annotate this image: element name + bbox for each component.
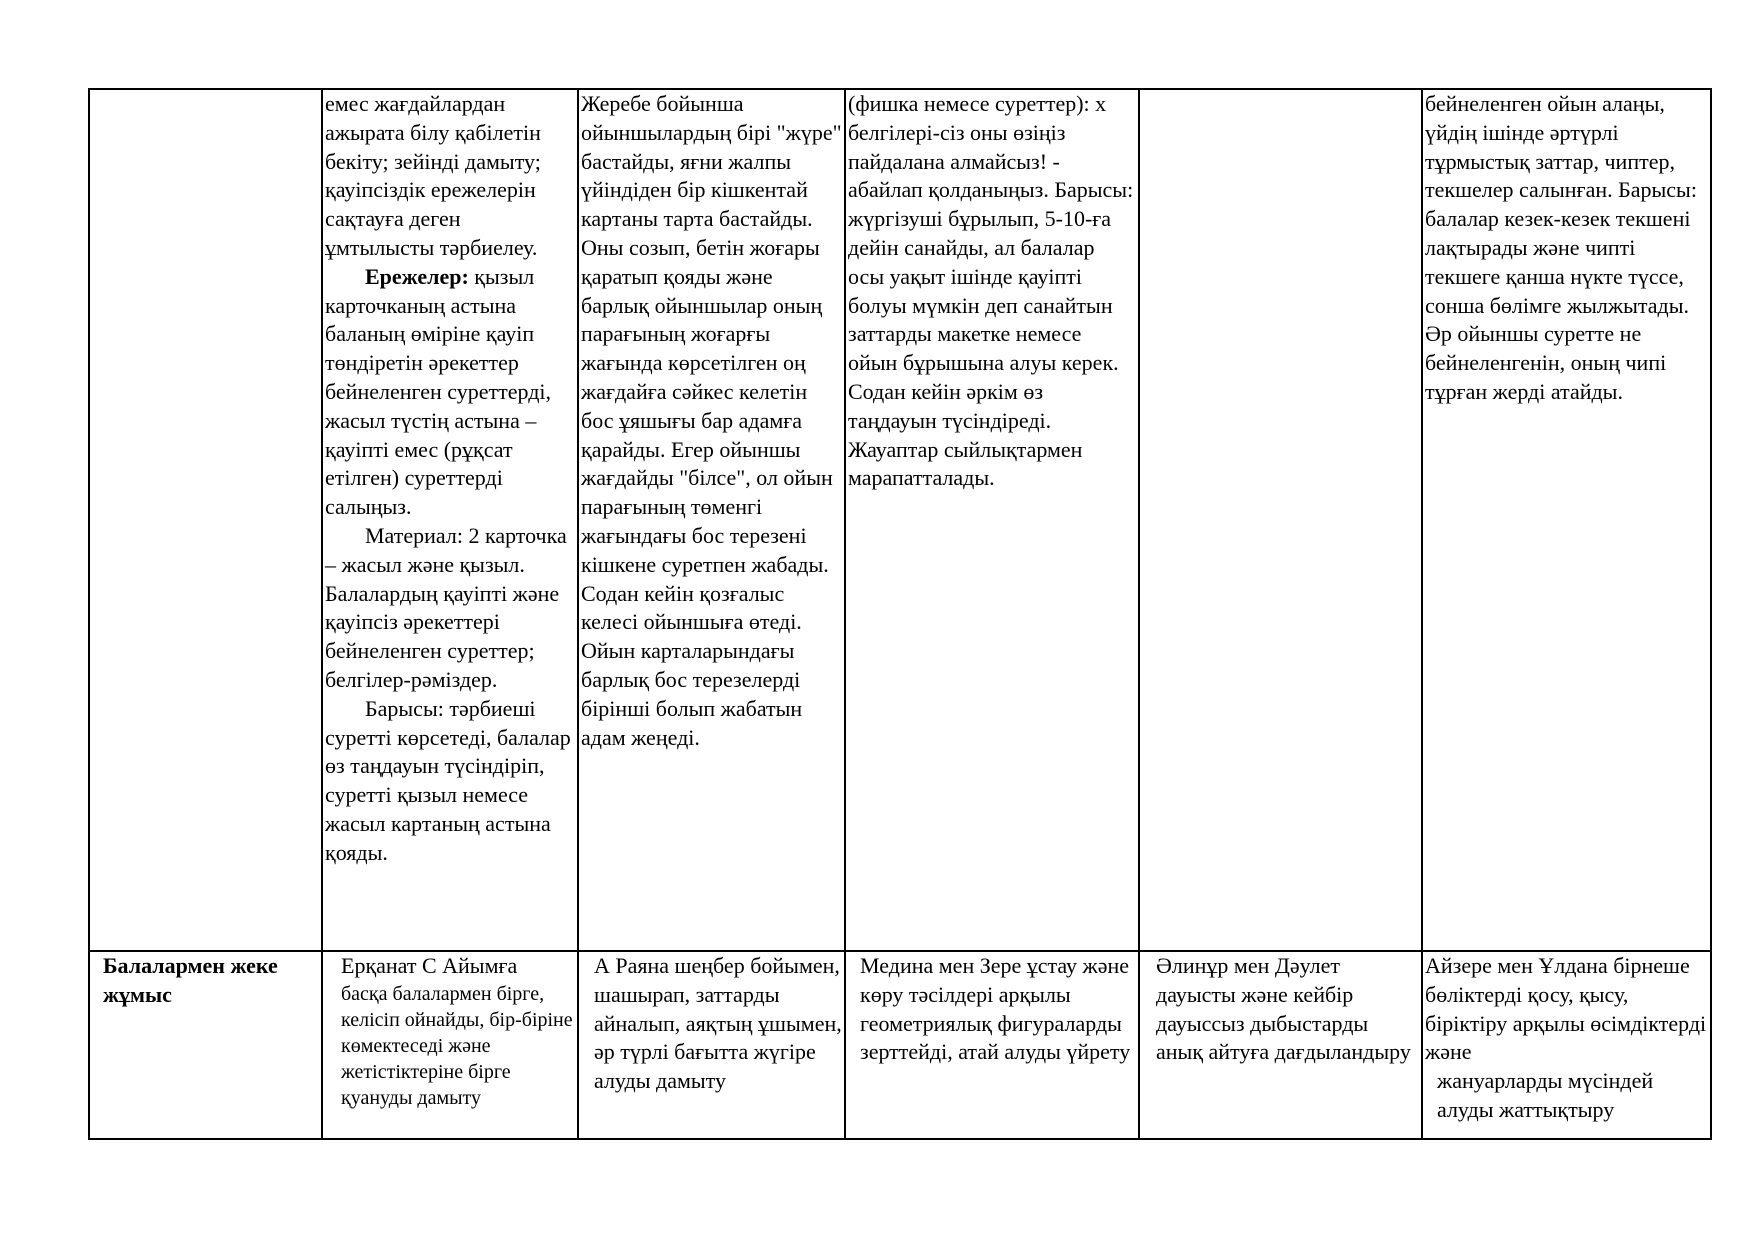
game-rules-cell: Жеребе бойынша ойыншылардың бірі "жүре" бастайды, яғни жалпы үйіндіден бір кішкентай картаны тарта бастайды. Оны созып, бетін жоғары қаратып қояды және барлық ойыншылар оның парағының жоғарғы жағында көрсетілген оң жағдайға сәйкес келетін бос ұяшығы бар адамға қарайды. Егер ойыншы жағдайды "білсе", ол ойын парағының төменгі жағындағы бос терезені кішкене суретпен жабады. Содан кейін қозғалыс келесі ойыншыға өтеді. Ойын карталарындағы барлық бос терезелерді бірінші болып жабатын адам жеңеді.	[578, 89, 845, 951]
table-row	[89, 89, 1711, 951]
goal-text: емес жағдайлардан ажырата білу қабілетін бекіту; зейінді дамыту; қауіпсіздік ережелерін сақтауға деген ұмтылысты тәрбиелеу.	[325, 91, 541, 260]
plan-table	[88, 88, 1712, 1140]
individual-work-cell-2: А Раяна шеңбер бойымен, шашырап, заттарды айналып, аяқтың ұшымен, әр түрлі бағытта жүгіре алуды дамыту	[578, 951, 845, 1139]
individual-work-1-first: Ерқанат С Айымға	[341, 953, 518, 978]
rules-text: қызыл карточканың астына баланың өміріне қауіп төндіретін әрекеттер бейнеленген суреттерді, жасыл түстің астына – қауіпті емес (рұқсат етілген) суреттерді салыңыз.	[325, 263, 552, 520]
empty-cell	[1139, 89, 1422, 951]
individual-work-1-rest: басқа балалармен бірге, келісіп ойнайды, бір-біріне көмектеседі және жетістіктеріне бірге қуануды дамыту	[341, 982, 573, 1109]
individual-work-label: Балалармен жеке жұмыс	[89, 951, 322, 1139]
row-label-cell	[89, 89, 322, 951]
board-game-cell: бейнеленген ойын алаңы, үйдің ішінде әртүрлі тұрмыстық заттар, чиптер, текшелер салынған. Барысы: балалар кезек-кезек текшені лақтырады және чипті текшеге қанша нүкте түссе, сонша бөлімге жылжытады. Әр ойыншы суретте не бейнеленгенін, оның чипі тұрған жерді атайды.	[1422, 89, 1711, 951]
individual-work-5-rest: жануарларды мүсіндей алуды жаттықтыру	[1437, 1068, 1654, 1122]
process-paragraph: Барысы: тәрбиеші суретті көрсетеді, балалар өз таңдауын түсіндіріп, суретті қызыл немесе жасыл картаның астына қояды.	[325, 695, 571, 865]
table-row	[89, 951, 1711, 1139]
game-description-cell	[322, 89, 578, 951]
individual-work-cell-3: Медина мен Зере ұстау және көру тәсілдері арқылы геометриялық фигураларды зерттейді, атай алуды үйрету	[845, 951, 1139, 1139]
individual-work-5-first: Айзере мен Ұлдана бірнеше бөліктерді қосу, қысу, біріктіру арқылы өсімдіктерді және	[1425, 953, 1707, 1065]
game-process-cell: (фишка немесе суреттер): х белгілері-сіз оны өзіңіз пайдалана алмайсыз! - абайлап қолданыңыз. Барысы: жүргізуші бұрылып, 5-10-ға дейін санайды, ал балалар осы уақыт ішінде қауіпті болуы мүмкін деп санайтын заттарды макетке немесе ойын бұрышына алуы керек. Содан кейін әркім өз таңдауын түсіндіреді. Жауаптар сыйлықтармен марапатталады.	[845, 89, 1139, 951]
rules-label: Ережелер:	[365, 263, 469, 289]
material-paragraph: Материал: 2 карточка – жасыл және қызыл. Балалардың қауіпті және қауіпсіз әрекеттері бейнеленген суреттер; белгілер-рәміздер.	[325, 522, 567, 692]
individual-work-cell-4: Әлинұр мен Дәулет дауысты және кейбір дауыссыз дыбыстарды анық айтуға дағдыландыру	[1139, 951, 1422, 1139]
individual-work-cell-5	[1422, 951, 1711, 1139]
individual-work-cell-1	[322, 951, 578, 1139]
rules-paragraph	[325, 263, 575, 522]
